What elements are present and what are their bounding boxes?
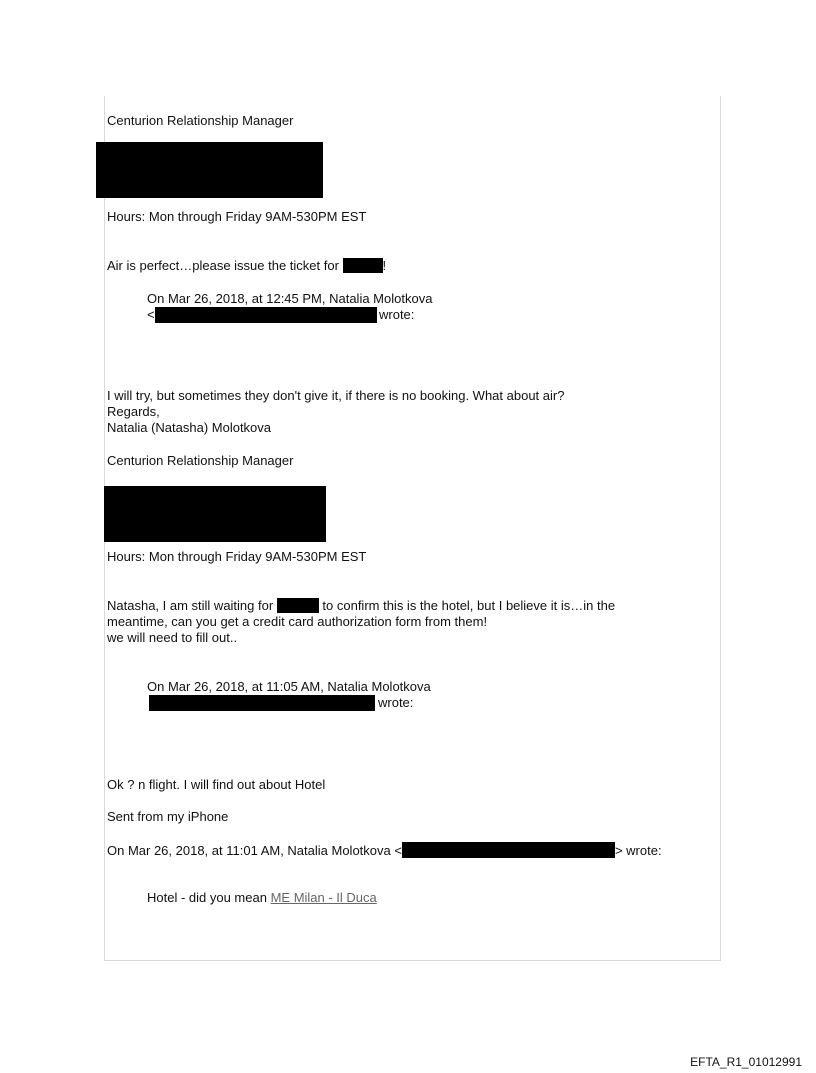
quote-header: On Mar 26, 2018, at 12:45 PM, Natalia Molotkova — [147, 291, 433, 306]
quote-lt: < — [147, 307, 155, 322]
quote-header-end: > wrote: — [614, 843, 662, 858]
redaction-email — [149, 695, 375, 711]
signature-title: Centurion Relationship Manager — [107, 113, 294, 128]
quote-header: On Mar 26, 2018, at 11:05 AM, Natalia Molotkova — [147, 679, 431, 694]
message-line: I will try, but sometimes they don't give it, if there is no booking. What about air? — [107, 388, 565, 403]
message-line: we will need to fill out.. — [107, 630, 238, 645]
message-text-start: Natasha, I am still waiting for — [107, 598, 277, 613]
quote-header — [107, 842, 662, 859]
message-line: meantime, can you get a credit card authorization form from them! — [107, 614, 488, 629]
signature-title: Centurion Relationship Manager — [107, 453, 294, 468]
reply-text — [107, 258, 386, 274]
redaction-inline — [343, 258, 383, 273]
hotel-line — [147, 890, 377, 906]
message-text-end: to confirm this is the hotel, but I believe it is…in the — [318, 598, 616, 613]
redaction-inline — [277, 598, 319, 613]
quote-header-start: On Mar 26, 2018, at 11:01 AM, Natalia Molotkova < — [107, 843, 402, 858]
message-line — [107, 598, 615, 614]
message-sender-name: Natalia (Natasha) Molotkova — [107, 420, 272, 435]
redaction-email — [155, 307, 377, 323]
message-regards: Regards, — [107, 404, 160, 419]
hotel-link[interactable]: ME Milan - Il Duca — [270, 890, 377, 905]
quote-wrote: wrote: — [379, 307, 415, 322]
quote-wrote: wrote: — [378, 695, 414, 710]
redaction-inline — [402, 842, 615, 858]
document-id: EFTA_R1_01012991 — [690, 1055, 802, 1069]
reply-text-start: Air is perfect…please issue the ticket for — [107, 258, 343, 273]
redaction-block — [104, 486, 326, 542]
reply-text-end: ! — [382, 258, 387, 273]
message-line: Ok ? n flight. I will find out about Hotel — [107, 777, 326, 792]
hotel-question: Hotel - did you mean — [147, 890, 271, 905]
redaction-block — [96, 142, 323, 198]
signature-hours: Hours: Mon through Friday 9AM-530PM EST — [107, 549, 367, 564]
sent-from: Sent from my iPhone — [107, 809, 229, 824]
signature-hours: Hours: Mon through Friday 9AM-530PM EST — [107, 209, 367, 224]
